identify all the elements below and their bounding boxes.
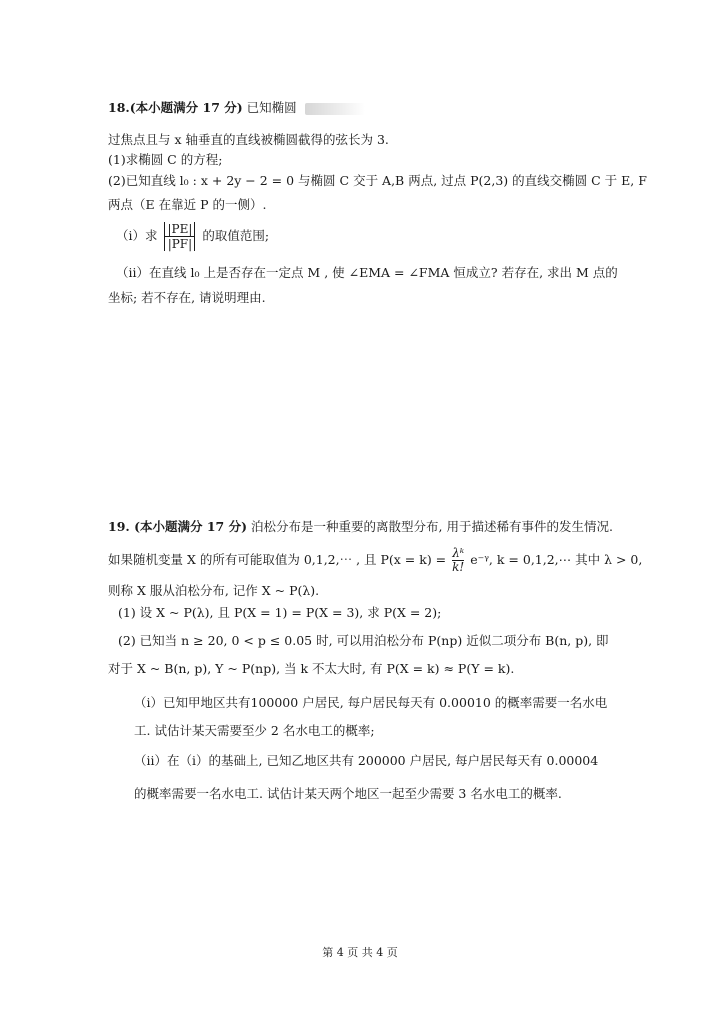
q18-line: (2)已知直线 l₀ : x + 2y − 2 = 0 与椭圆 C 交于 A,B 两点, 过点 P(2,3) 的直线交椭圆 C 于 E, F [108,173,647,188]
q18-line: （ⅱ）在直线 l₀ 上是否存在一定点 M , 使 ∠EMA = ∠FMA 恒成立? 若存在, 求出 M 点的 [116,265,618,280]
q18-part-i-suffix: 的取值范围; [202,228,270,243]
fraction-numerator: λᵏ [452,546,465,560]
q18-line: 过焦点且与 x 轴垂直的直线被椭圆截得的弦长为 3. [108,132,389,147]
poisson-fraction [452,547,464,574]
q19-line: 则称 X 服从泊松分布, 记作 X ~ P(λ). [108,583,320,598]
q19-poisson-line [108,547,642,574]
q18-header [108,99,365,117]
q19-header [108,518,613,536]
q19-line: 的概率需要一名水电工. 试估计某天两个地区一起至少需要 3 名水电工的概率. [134,786,562,801]
q18-line: 坐标; 若不存在, 请说明理由. [108,290,266,305]
q18-line: 两点（E 在靠近 P 的一侧）. [108,197,267,212]
q19-label: 19. (本小题满分 17 分) [108,519,248,534]
fraction-denominator: |PF| [164,237,195,251]
q19-line2-prefix: 如果随机变量 X 的所有可能取值为 0,1,2,⋯ , 且 P(x = k) = [108,552,447,567]
q19-line: (2) 已知当 n ≥ 20, 0 < p ≤ 0.05 时, 可以用泊松分布 P(np) 近似二项分布 B(n, p), 即 [118,633,609,648]
q19-line: （ⅱ）在（ⅰ）的基础上, 已知乙地区共有 200000 户居民, 每户居民每天有 0.00004 [134,753,599,768]
q19-line: 对于 X ~ B(n, p), Y ~ P(np), 当 k 不太大时, 有 P(X = k) ≈ P(Y = k). [108,661,515,676]
q18-part-i [116,222,269,251]
fraction-numerator: |PE| [164,222,195,237]
pe-pf-fraction [164,222,195,251]
redacted-area [305,103,365,115]
q18-part-i-prefix: （ⅰ）求 [116,228,158,243]
q18-header-text: 已知椭圆 [246,100,297,115]
q19-line: 工. 试估计某天需要至少 2 名水电工的概率; [134,723,375,738]
q19-line: （ⅰ）已知甲地区共有100000 户居民, 每户居民每天有 0.00010 的概率需要一名水电 [134,695,608,710]
q19-line2-suffix: e⁻ᵞ, k = 0,1,2,⋯ 其中 λ > 0, [470,552,643,567]
q19-header-text: 泊松分布是一种重要的离散型分布, 用于描述稀有事件的发生情况. [251,519,613,534]
q18-line: (1)求椭圆 C 的方程; [108,152,223,167]
fraction-denominator: k! [452,560,465,574]
q18-label: 18.(本小题满分 17 分) [108,100,243,115]
page-footer: 第 4 页 共 4 页 [322,946,398,959]
q19-line: (1) 设 X ~ P(λ), 且 P(X = 1) = P(X = 3), 求 P(X = 2); [118,605,442,620]
